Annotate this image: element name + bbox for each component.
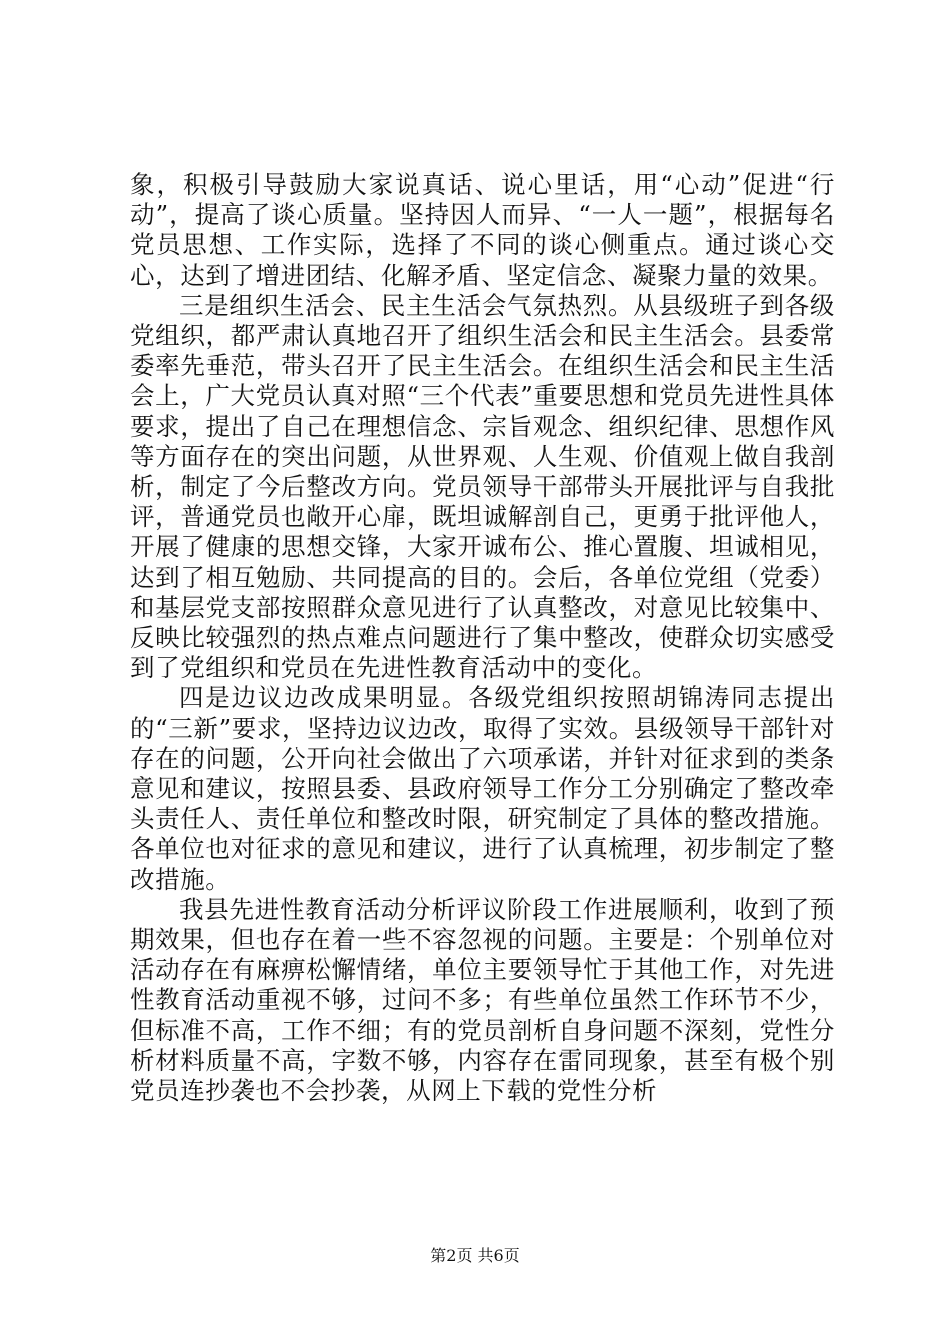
page-number-footer: 第2页 共6页 xyxy=(430,1246,520,1265)
paragraph-problems: 我县先进性教育活动分析评议阶段工作进展顺利，收到了预期效果，但也存在着一些不容忽视的问题。主要是：个别单位对活动存在有麻痹松懈情绪，单位主要领导忙于其他工作，对先进性教育活动重视不够，过问不多；有些单位虽然工作环节不少，但标准不高，工作不细；有的党员剖析自身问题不深刻，党性分析材料质量不高，字数不够，内容存在雷同现象，甚至有极个别党员连抄袭也不会抄袭，从网上下载的党性分析 xyxy=(130,894,835,1106)
document-body xyxy=(130,170,835,1106)
paragraph-continuation: 象，积极引导鼓励大家说真话、说心里话，用“心动”促进“行动”，提高了谈心质量。坚持因人而异、“一人一题”，根据每名党员思想、工作实际，选择了不同的谈心侧重点。通过谈心交心，达到了增进团结、化解矛盾、坚定信念、凝聚力量的效果。 xyxy=(130,170,835,290)
paragraph-rectification-results: 四是边议边改成果明显。各级党组织按照胡锦涛同志提出的“三新”要求，坚持边议边改，取得了实效。县级领导干部针对存在的问题，公开向社会做出了六项承诺，并针对征求到的类条意见和建议，按照县委、县政府领导工作分工分别确定了整改牵头责任人、责任单位和整改时限，研究制定了具体的整改措施。各单位也对征求的意见和建议，进行了认真梳理，初步制定了整改措施。 xyxy=(130,683,835,894)
paragraph-organization-meetings: 三是组织生活会、民主生活会气氛热烈。从县级班子到各级党组织，都严肃认真地召开了组织生活会和民主生活会。县委常委率先垂范，带头召开了民主生活会。在组织生活会和民主生活会上，广大党员认真对照“三个代表”重要思想和党员先进性具体要求，提出了自己在理想信念、宗旨观念、组织纪律、思想作风等方面存在的突出问题，从世界观、人生观、价值观上做自我剖析，制定了今后整改方向。党员领导干部带头开展批评与自我批评，普通党员也敞开心扉，既坦诚解剖自己，更勇于批评他人，开展了健康的思想交锋，大家开诚布公、推心置腹、坦诚相见，达到了相互勉励、共同提高的目的。会后，各单位党组（党委）和基层党支部按照群众意见进行了认真整改，对意见比较集中、反映比较强烈的热点难点问题进行了集中整改，使群众切实感受到了党组织和党员在先进性教育活动中的变化。 xyxy=(130,290,835,683)
